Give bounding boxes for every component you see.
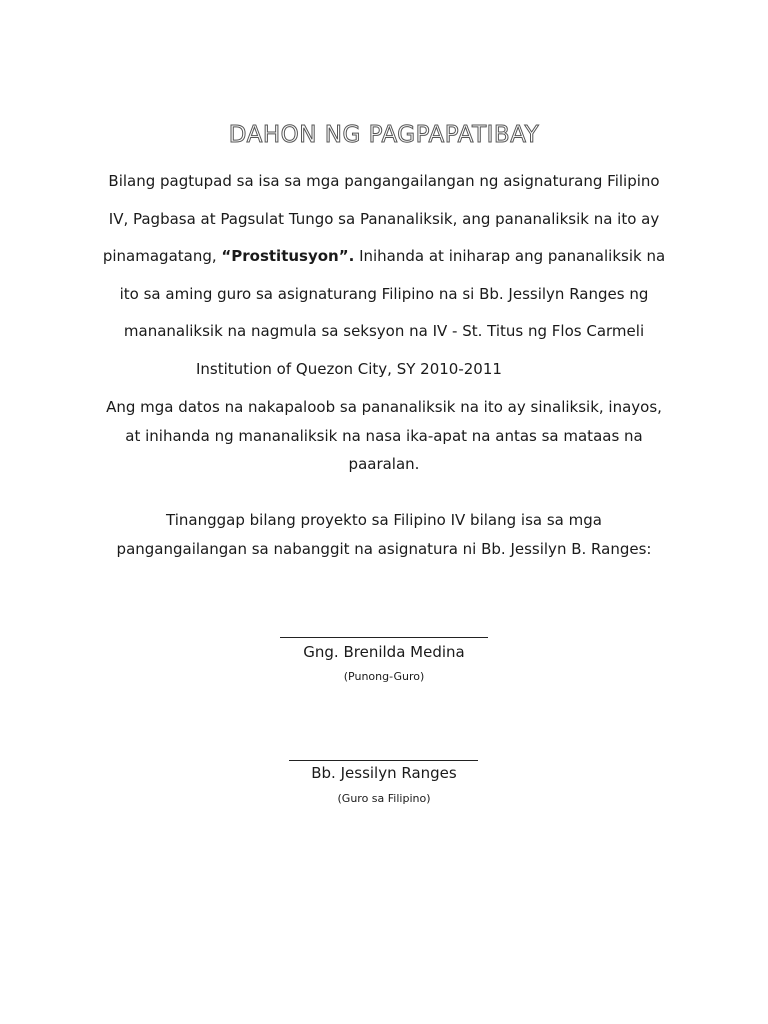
paragraph3-line2: pangangailangan sa nabanggit na asignatura ni Bb. Jessilyn B. Ranges:: [116, 540, 652, 558]
paragraph1-line6: Institution of Quezon City, SY 2010-2011: [196, 360, 502, 378]
paragraph1-line2: IV, Pagbasa at Pagsulat Tungo sa Pananaliksik, ang pananaliksik na ito ay: [108, 210, 660, 228]
signatory-role-principal: (Punong-Guro): [343, 670, 425, 683]
paragraph2-line3: paaralan.: [348, 455, 420, 473]
signatory-name-principal: Gng. Brenilda Medina: [303, 643, 465, 661]
paragraph2-line2: at inihanda ng mananaliksik na nasa ika-apat na antas sa mataas na: [125, 427, 643, 445]
research-title: “Prostitusyon”.: [221, 247, 355, 265]
paragraph3-line1: Tinanggap bilang proyekto sa Filipino IV bilang isa sa mga: [166, 511, 602, 529]
paragraph1-line3-after: Inihanda at iniharap ang pananaliksik na: [354, 247, 666, 265]
page-title: DAHON NG PAGPAPATIBAY: [228, 122, 540, 148]
signatory-name-teacher: Bb. Jessilyn Ranges: [311, 764, 457, 782]
paragraph1-line5: mananaliksik na nagmula sa seksyon na IV - St. Titus ng Flos Carmeli: [123, 322, 645, 340]
signatory-role-teacher: (Guro sa Filipino): [337, 792, 431, 805]
signature-line-principal: [280, 637, 488, 638]
signature-line-teacher: [289, 760, 478, 761]
paragraph1-line3: [0, 247, 768, 265]
paragraph1-line1: Bilang pagtupad sa isa sa mga pangangailangan ng asignaturang Filipino: [108, 172, 660, 190]
paragraph2-line1: Ang mga datos na nakapaloob sa pananaliksik na ito ay sinaliksik, inayos,: [106, 398, 662, 416]
paragraph1-line3-before: pinamagatang,: [102, 247, 222, 265]
paragraph1-line4: ito sa aming guro sa asignaturang Filipino na si Bb. Jessilyn Ranges ng: [119, 285, 649, 303]
